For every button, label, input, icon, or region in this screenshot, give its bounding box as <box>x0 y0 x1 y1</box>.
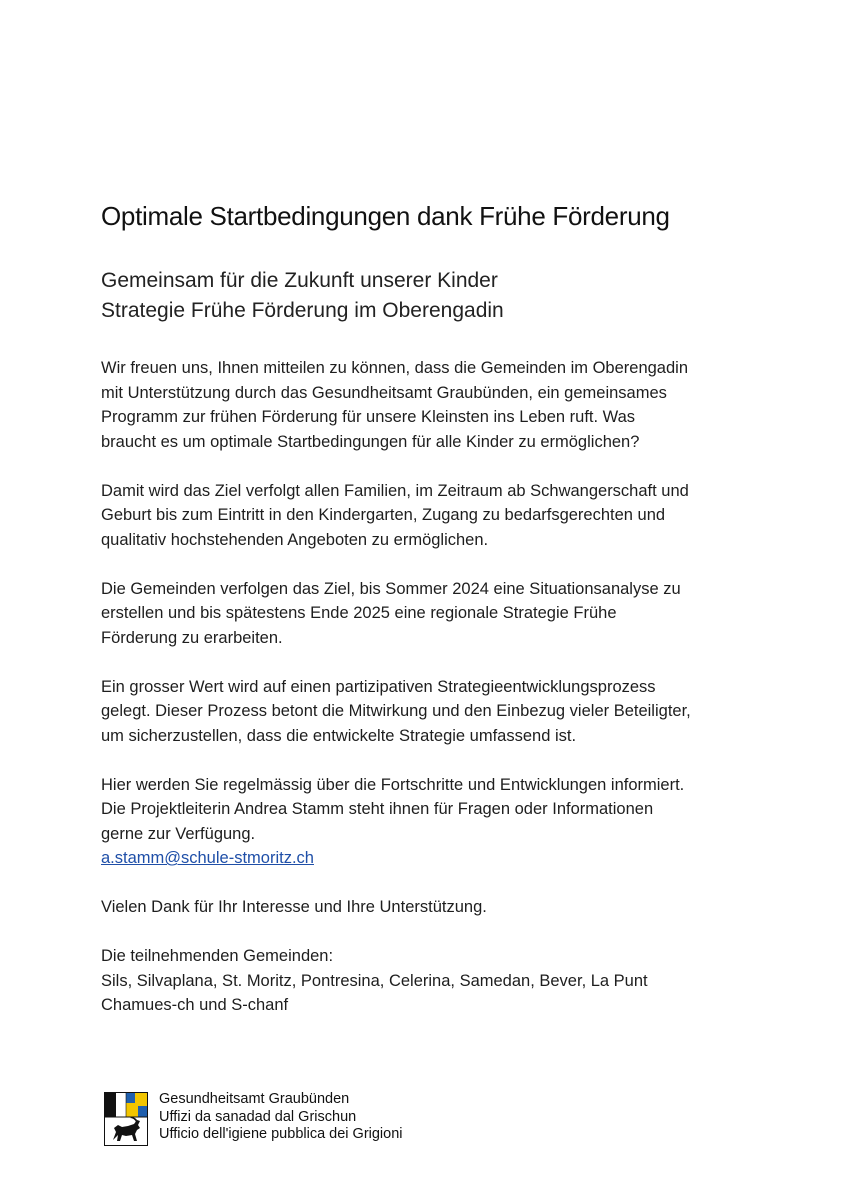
text-line: Damit wird das Ziel verfolgt allen Familien, im Zeitraum ab Schwangerschaft und <box>101 481 689 500</box>
footer-logo-block <box>104 1092 524 1148</box>
text-line: Programm zur frühen Förderung für unsere Kleinsten ins Leben ruft. Was <box>101 408 636 426</box>
paragraph-municipalities <box>101 944 761 1018</box>
text-line: Ein grosser Wert wird auf einen partizipativen Strategieentwicklungsprozess <box>101 677 656 696</box>
text-line: gelegt. Dieser Prozess betont die Mitwirkung und den Einbezug vieler Beteiligter, <box>101 702 691 720</box>
paragraph-timeline <box>101 577 761 651</box>
text-line: Wir freuen uns, Ihnen mitteilen zu können, dass die Gemeinden im Oberengadin <box>101 359 688 377</box>
text-line: Chamues-ch und S-chanf <box>101 996 289 1014</box>
text-line: Förderung zu erarbeiten. <box>101 628 283 647</box>
document-content <box>101 198 761 1042</box>
text-line: Vielen Dank für Ihr Interesse und Ihre Unterstützung. <box>101 898 487 916</box>
text-line: Hier werden Sie regelmässig über die Fortschritte und Entwicklungen informiert. <box>101 775 685 794</box>
footer-line-german: Gesundheitsamt Graubünden <box>159 1091 350 1107</box>
footer-line-italian: Ufficio dell'igiene pubblica dei Grigioni <box>159 1126 403 1142</box>
text-line: gerne zur Verfügung. <box>101 824 256 843</box>
paragraph-thanks <box>101 895 761 920</box>
paragraph-goal <box>101 479 761 553</box>
text-line: qualitativ hochstehenden Angeboten zu ermöglichen. <box>101 530 489 549</box>
text-line: Sils, Silvaplana, St. Moritz, Pontresina, Celerina, Samedan, Bever, La Punt <box>101 971 648 990</box>
text-line: braucht es um optimale Startbedingungen für alle Kinder zu ermöglichen? <box>101 432 640 451</box>
subtitle-line: Strategie Frühe Förderung im Oberengadin <box>101 299 504 322</box>
footer-text <box>159 1091 403 1144</box>
graubuenden-crest-icon <box>104 1092 148 1146</box>
text-line: Die Gemeinden verfolgen das Ziel, bis Sommer 2024 eine Situationsanalyse zu <box>101 579 681 598</box>
footer-line-romansh: Uffizi da sanadad dal Grischun <box>159 1108 357 1125</box>
body-text <box>101 356 761 1018</box>
text-line: mit Unterstützung durch das Gesundheitsamt Graubünden, ein gemeinsames <box>101 383 667 402</box>
municipalities-heading: Die teilnehmenden Gemeinden: <box>101 947 334 965</box>
email-link[interactable]: a.stamm@schule-stmoritz.ch <box>101 849 314 867</box>
subtitle <box>101 266 761 326</box>
paragraph-intro <box>101 356 761 454</box>
paragraph-contact <box>101 773 761 871</box>
page-title: Optimale Startbedingungen dank Frühe Förderung <box>101 201 670 231</box>
text-line: um sicherzustellen, dass die entwickelte Strategie umfassend ist. <box>101 726 577 745</box>
text-line: Die Projektleiterin Andrea Stamm steht ihnen für Fragen oder Informationen <box>101 800 654 818</box>
text-line: Geburt bis zum Eintritt in den Kindergarten, Zugang zu bedarfsgerechten und <box>101 506 666 524</box>
paragraph-process <box>101 675 761 749</box>
text-line: erstellen und bis spätestens Ende 2025 eine regionale Strategie Frühe <box>101 604 617 622</box>
subtitle-line: Gemeinsam für die Zukunft unserer Kinder <box>101 269 498 292</box>
